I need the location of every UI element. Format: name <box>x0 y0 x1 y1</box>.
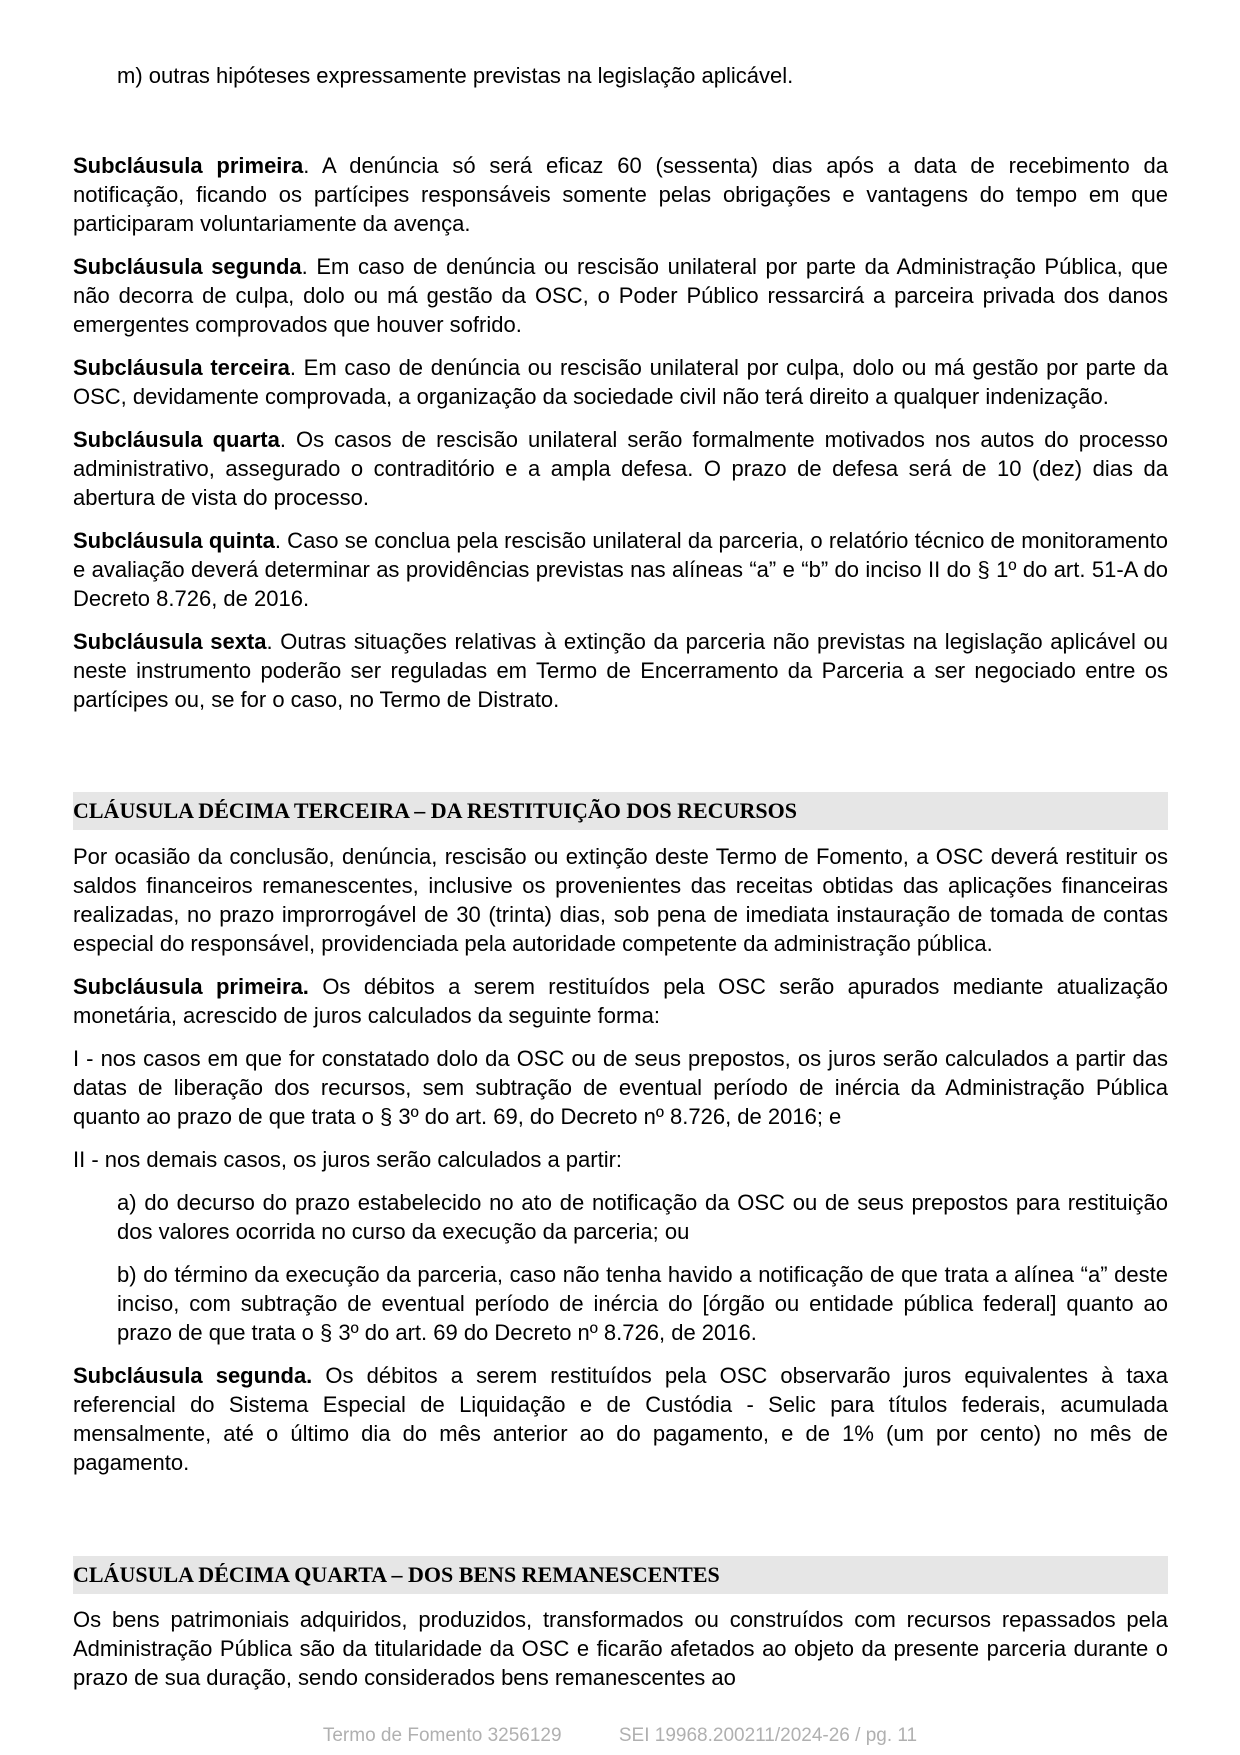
subclause-text: . Em caso de denúncia ou rescisão unilateral por culpa, dolo ou má gestão por parte da OSC, devidamente comprovada, a organização da sociedade civil não terá direito a qualquer indenização. <box>73 355 1168 409</box>
item-II: II - nos demais casos, os juros serão calculados a partir: <box>73 1147 623 1172</box>
subclause-text: . Os casos de rescisão unilateral serão formalmente motivados nos autos do processo administrativo, assegurado o contraditório e a ampla defesa. O prazo de defesa será de 10 (dez) dias da abertura de vista do processo. <box>73 427 1168 510</box>
subclause-label: Subcláusula sexta <box>73 629 267 654</box>
section-13-heading: CLÁUSULA DÉCIMA TERCEIRA – DA RESTITUIÇÃO DOS RECURSOS <box>73 792 1168 830</box>
footer-doc-ref: Termo de Fomento 3256129 <box>322 1725 562 1746</box>
section-14-body <box>73 1605 1168 1692</box>
subclause-label: Subcláusula segunda <box>73 254 302 279</box>
subclause-quinta <box>73 526 1168 613</box>
subclause-text: . A denúncia só será eficaz 60 (sessenta) dias após a data de recebimento da notificação, ficando os partícipes responsáveis somente pelas obrigações e vantagens do tempo em que participaram voluntariamente da avença. <box>73 153 1168 236</box>
section-14-intro: Os bens patrimoniais adquiridos, produzidos, transformados ou construídos com recursos repassados pela Administração Pública são da titularidade da OSC e ficarão afetados ao objeto da presente parceria durante o prazo de sua duração, sendo considerados bens remanescentes ao <box>73 1607 1168 1690</box>
subclause-quarta <box>73 425 1168 512</box>
section-13-subclause-segunda <box>73 1361 1168 1477</box>
subclause-text: Os débitos a serem restituídos pela OSC serão apurados mediante atualização monetária, acrescido de juros calculados da seguinte forma: <box>73 974 1168 1028</box>
subclause-sexta <box>73 627 1168 714</box>
section-12-subclauses <box>73 151 1168 714</box>
subclause-text: . Em caso de denúncia ou rescisão unilateral por parte da Administração Pública, que não decorra de culpa, dolo ou má gestão da OSC, o Poder Público ressarcirá a parceira privada dos danos emergentes comprovados que houver sofrido. <box>73 254 1168 337</box>
section-14-heading: CLÁUSULA DÉCIMA QUARTA – DOS BENS REMANESCENTES <box>73 1556 1168 1594</box>
subclause-label: Subcláusula segunda. <box>73 1363 313 1388</box>
subclause-label: Subcláusula terceira <box>73 355 290 380</box>
subclause-label: Subcláusula primeira. <box>73 974 309 999</box>
section-13-body <box>73 842 1168 1477</box>
item-I: I - nos casos em que for constatado dolo da OSC ou de seus prepostos, os juros serão calculados a partir das datas de liberação dos recursos, sem subtração de eventual período de inércia da Administração Pública quanto ao prazo de que trata o § 3º do art. 69, do Decreto nº 8.726, de 2016; e <box>73 1046 1168 1129</box>
subclause-label: Subcláusula primeira <box>73 153 304 178</box>
subclause-text: Os débitos a serem restituídos pela OSC observarão juros equivalentes à taxa referencial do Sistema Especial de Liquidação e de Custódia - Selic para títulos federais, acumulada mensalmente, até o último dia do mês anterior ao do pagamento, e de 1% (um por cento) no mês de pagamento. <box>73 1363 1169 1475</box>
subclause-primeira <box>73 151 1168 238</box>
subclause-label: Subcláusula quinta <box>73 528 275 553</box>
section-13-intro: Por ocasião da conclusão, denúncia, rescisão ou extinção deste Termo de Fomento, a OSC deverá restituir os saldos financeiros remanescentes, inclusive os provenientes das receitas obtidas das aplicações financeiras realizadas, no prazo improrrogável de 30 (trinta) dias, sob pena de imediata instauração de tomada de contas especial do responsável, providenciada pela autoridade competente da administração pública. <box>73 844 1168 956</box>
item-b: b) do término da execução da parceria, caso não tenha havido a notificação de que trata a alínea “a” deste inciso, com subtração de eventual período de inércia do [órgão ou entidade pública federal] quanto ao prazo de que trata o § 3º do art. 69 do Decreto nº 8.726, de 2016. <box>117 1262 1168 1345</box>
subclause-label: Subcláusula quarta <box>73 427 280 452</box>
subclause-text: . Outras situações relativas à extinção da parceria não previstas na legislação aplicável ou neste instrumento poderão ser reguladas em Termo de Encerramento da Parceria a ser negociado entre os partícipes ou, se for o caso, no Termo de Distrato. <box>73 629 1168 712</box>
page-footer <box>0 1725 1240 1747</box>
footer-sei-ref: SEI 19968.200211/2024-26 / pg. 11 <box>618 1725 918 1746</box>
section-13-subclause-primeira <box>73 972 1168 1030</box>
list-item-m <box>73 61 1168 90</box>
item-text: m) outras hipóteses expressamente previstas na legislação aplicável. <box>117 63 794 88</box>
subclause-text: . Caso se conclua pela rescisão unilateral da parceria, o relatório técnico de monitoramento e avaliação deverá determinar as providências previstas nas alíneas “a” e “b” do inciso II do § 1º do art. 51-A do Decreto 8.726, de 2016. <box>73 528 1168 611</box>
item-a: a) do decurso do prazo estabelecido no ato de notificação da OSC ou de seus prepostos para restituição dos valores ocorrida no curso da execução da parceria; ou <box>117 1190 1168 1244</box>
subclause-segunda <box>73 252 1168 339</box>
subclause-terceira <box>73 353 1168 411</box>
